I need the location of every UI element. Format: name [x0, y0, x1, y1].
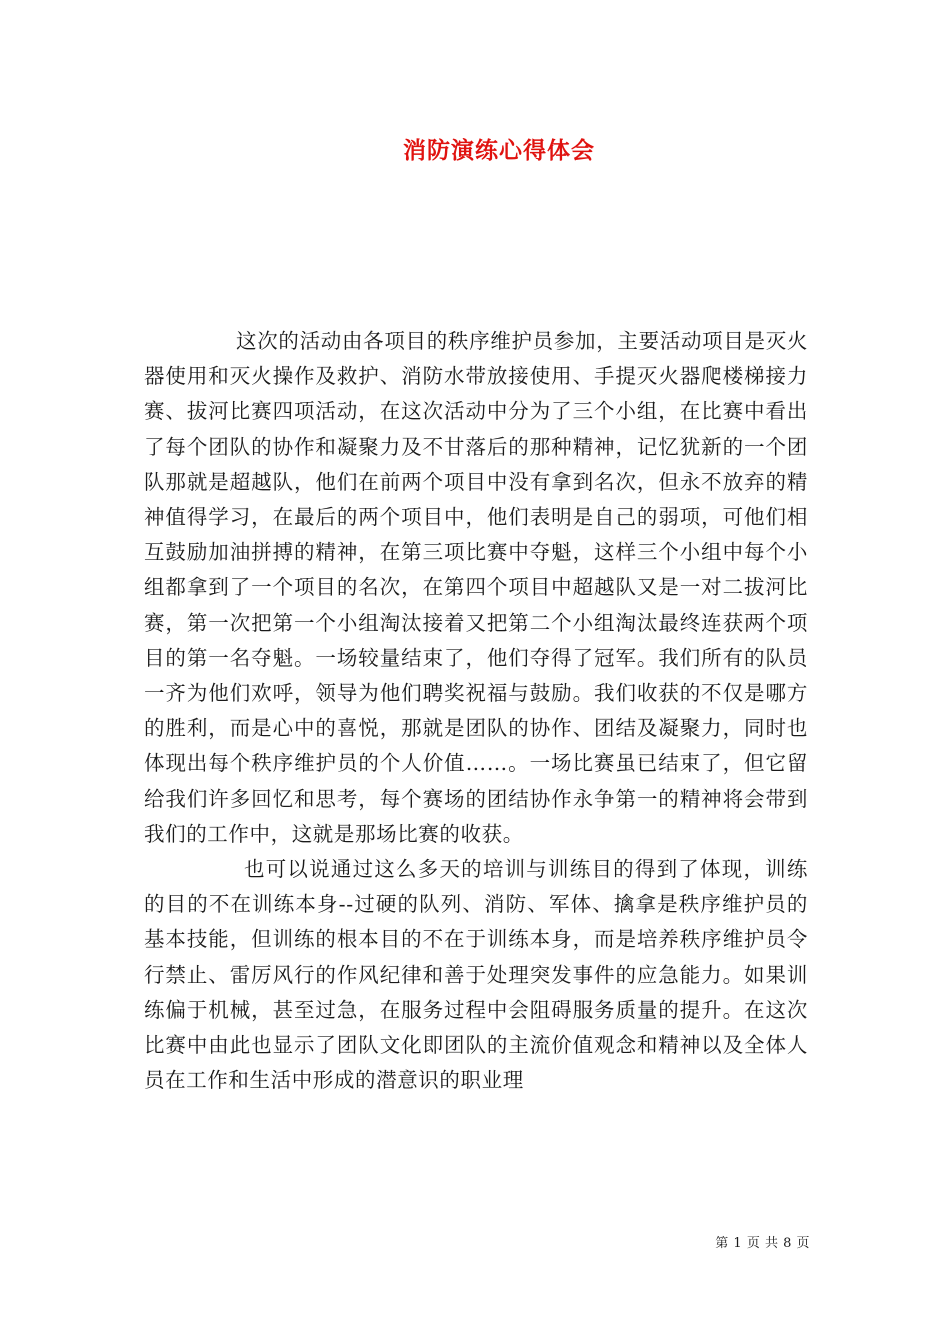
document-body	[144, 324, 808, 1098]
page-number-footer: 第 1 页 共 8 页	[715, 1236, 810, 1251]
paragraph-1: 这次的活动由各项目的秩序维护员参加，主要活动项目是灭火器使用和灭火操作及救护、消防水带放接使用、手提灭火器爬楼梯接力赛、拔河比赛四项活动，在这次活动中分为了三个小组，在比赛中看出了每个团队的协作和凝聚力及不甘落后的那种精神，记忆犹新的一个团队那就是超越队，他们在前两个项目中没有拿到名次，但永不放弃的精神值得学习，在最后的两个项目中，他们表明是自己的弱项，可他们相互鼓励加油拼搏的精神，在第三项比赛中夺魁，这样三个小组中每个小组都拿到了一个项目的名次，在第四个项目中超越队又是一对二拔河比赛，第一次把第一个小组淘汰接着又把第二个小组淘汰最终连获两个项目的第一名夺魁。一场较量结束了，他们夺得了冠军。我们所有的队员一齐为他们欢呼，领导为他们聘奖祝福与鼓励。我们收获的不仅是哪方的胜利，而是心中的喜悦，那就是团队的协作、团结及凝聚力，同时也体现出每个秩序维护员的个人价值……。一场比赛虽已结束了，但它留给我们许多回忆和思考，每个赛场的团结协作永争第一的精神将会带到我们的工作中，这就是那场比赛的收获。	[144, 329, 808, 846]
paragraph-2: 也可以说通过这么多天的培训与训练目的得到了体现，训练的目的不在训练本身--过硬的队列、消防、军体、擒拿是秩序维护员的基本技能，但训练的根本目的不在于训练本身，而是培养秩序维护员令行禁止、雷厉风行的作风纪律和善于处理突发事件的应急能力。如果训练偏于机械，甚至过急，在服务过程中会阻碍服务质量的提升。在这次比赛中由此也显示了团队文化即团队的主流价值观念和精神以及全体人员在工作和生活中形成的潜意识的职业理	[144, 857, 808, 1093]
document-title: 消防演练心得体会	[403, 137, 595, 164]
